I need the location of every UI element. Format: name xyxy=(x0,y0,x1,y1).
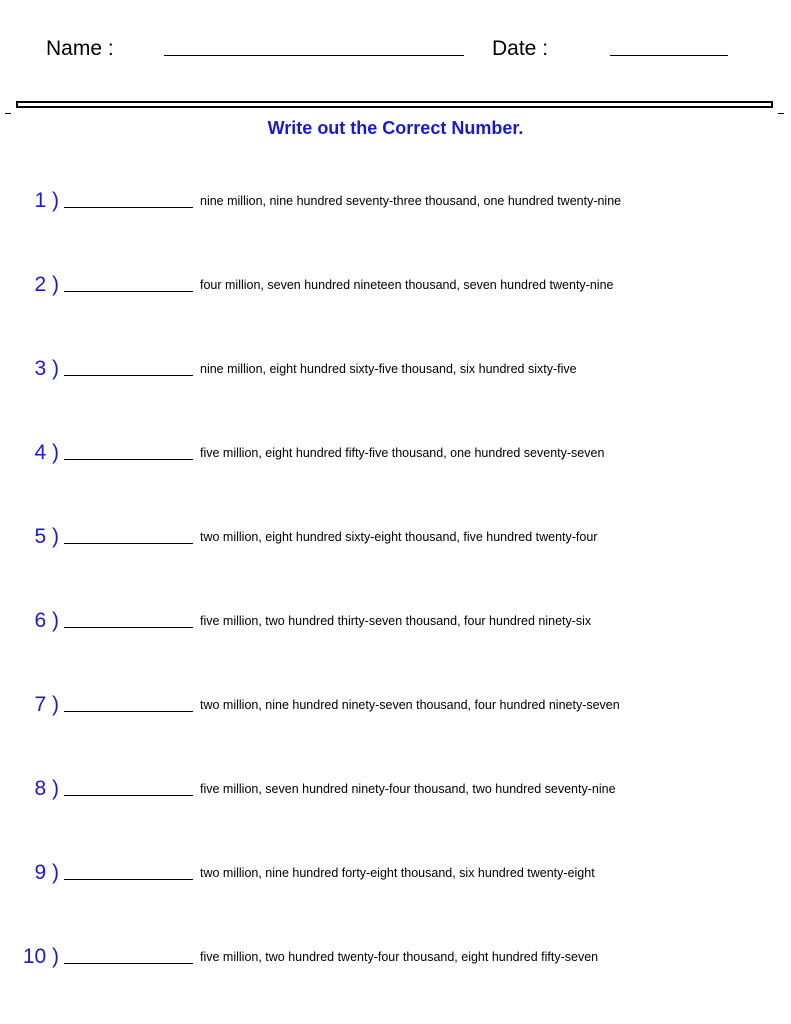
problem-number: 10 ) xyxy=(22,945,59,968)
problem-item xyxy=(0,608,791,638)
problem-text: five million, two hundred thirty-seven thousand, four hundred ninety-six xyxy=(200,614,592,628)
answer-line[interactable] xyxy=(64,963,193,964)
date-field-line[interactable] xyxy=(610,55,728,56)
answer-line[interactable] xyxy=(64,459,193,460)
problem-item xyxy=(0,272,791,302)
problem-item xyxy=(0,440,791,470)
name-label: Name : xyxy=(46,37,114,60)
problem-number: 5 ) xyxy=(34,525,59,548)
problem-text: five million, eight hundred fifty-five thousand, one hundred seventy-seven xyxy=(200,446,605,460)
problem-number: 7 ) xyxy=(34,693,59,716)
problem-item xyxy=(0,524,791,554)
answer-line[interactable] xyxy=(64,795,193,796)
problem-item xyxy=(0,356,791,386)
problem-number: 9 ) xyxy=(34,861,59,884)
problem-number: 2 ) xyxy=(34,273,59,296)
worksheet-title: Write out the Correct Number. xyxy=(267,118,524,138)
problem-item xyxy=(0,776,791,806)
answer-line[interactable] xyxy=(64,375,193,376)
header-divider xyxy=(16,101,773,108)
date-label: Date : xyxy=(492,37,549,60)
problem-text: four million, seven hundred nineteen thousand, seven hundred twenty-nine xyxy=(200,278,614,292)
answer-line[interactable] xyxy=(64,711,193,712)
problem-text: five million, two hundred twenty-four thousand, eight hundred fifty-seven xyxy=(200,950,599,964)
problem-number: 3 ) xyxy=(34,357,59,380)
problem-item xyxy=(0,692,791,722)
problem-item xyxy=(0,944,791,974)
problem-text: two million, nine hundred forty-eight thousand, six hundred twenty-eight xyxy=(200,866,595,880)
problem-number: 8 ) xyxy=(34,777,59,800)
answer-line[interactable] xyxy=(64,543,193,544)
problem-text: two million, nine hundred ninety-seven thousand, four hundred ninety-seven xyxy=(200,698,620,712)
answer-line[interactable] xyxy=(64,207,193,208)
left-tick-mark xyxy=(5,113,11,114)
answer-line[interactable] xyxy=(64,291,193,292)
problem-number: 6 ) xyxy=(34,609,59,632)
problem-number: 1 ) xyxy=(34,189,59,212)
answer-line[interactable] xyxy=(64,627,193,628)
problem-item xyxy=(0,188,791,218)
problem-number: 4 ) xyxy=(34,441,59,464)
problem-text: nine million, eight hundred sixty-five thousand, six hundred sixty-five xyxy=(200,362,577,376)
problem-text: two million, eight hundred sixty-eight thousand, five hundred twenty-four xyxy=(200,530,598,544)
problem-text: five million, seven hundred ninety-four thousand, two hundred seventy-nine xyxy=(200,782,616,796)
problem-text: nine million, nine hundred seventy-three thousand, one hundred twenty-nine xyxy=(200,194,622,208)
name-field-line[interactable] xyxy=(164,55,464,56)
problem-item xyxy=(0,860,791,890)
right-tick-mark xyxy=(778,113,784,114)
answer-line[interactable] xyxy=(64,879,193,880)
